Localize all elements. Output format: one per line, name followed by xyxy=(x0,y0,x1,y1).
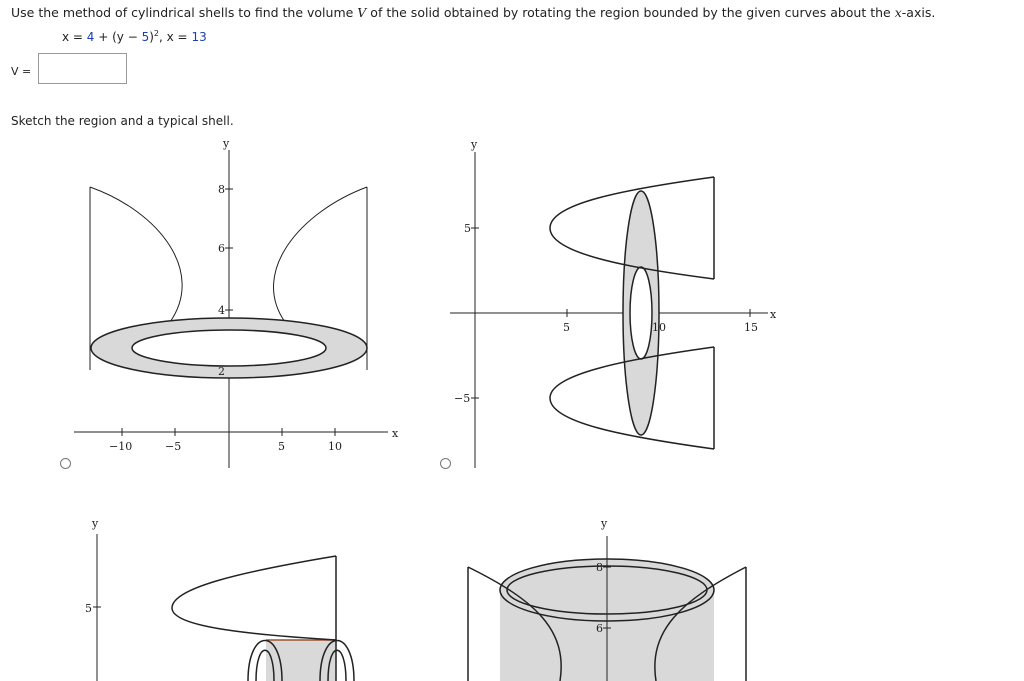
graph-option-2 xyxy=(440,132,790,477)
given-curves xyxy=(62,29,207,44)
eq-separator: , x = xyxy=(159,30,192,44)
question-prompt xyxy=(11,5,935,20)
x-tick-label: −5 xyxy=(165,440,182,453)
y-axis-label: y xyxy=(471,138,478,151)
prompt-part-3: -axis. xyxy=(901,5,936,20)
x-symbol: x xyxy=(894,5,902,20)
y-tick-label: 6 xyxy=(596,622,603,635)
prompt-part-1: Use the method of cylindrical shells to find the volume xyxy=(11,5,358,20)
v-symbol: V xyxy=(357,5,367,20)
y-axis-label: y xyxy=(92,517,99,530)
radio-option-2[interactable] xyxy=(440,458,451,469)
x-tick-label: 15 xyxy=(744,321,758,334)
eq-close-paren: ) xyxy=(149,30,154,44)
y-tick-label: 5 xyxy=(85,602,92,615)
x-tick-label: −10 xyxy=(109,440,133,453)
eq-number-13: 13 xyxy=(191,30,207,44)
shell-inner-ellipse xyxy=(132,330,326,366)
answer-label: V = xyxy=(11,65,32,78)
eq-middle: + (y − xyxy=(94,30,142,44)
eq-x-equals: x = xyxy=(62,30,87,44)
graph-option-4 xyxy=(460,512,760,681)
x-axis-label: x xyxy=(770,308,777,321)
y-tick-label: −5 xyxy=(454,392,471,405)
x-tick-label: 5 xyxy=(563,321,570,334)
prompt-part-2: of the solid obtained by rotating the region bounded by the given curves about the xyxy=(366,5,895,20)
sketch-prompt: Sketch the region and a typical shell. xyxy=(11,114,234,128)
eq-number-4: 4 xyxy=(86,30,95,44)
y-tick-label: 5 xyxy=(464,222,471,235)
y-axis-label: y xyxy=(223,137,230,150)
volume-answer-input[interactable] xyxy=(38,53,127,84)
y-tick-label: 6 xyxy=(218,242,225,255)
radio-option-1[interactable] xyxy=(60,458,71,469)
x-tick-label: 10 xyxy=(652,321,666,334)
y-tick-label: 2 xyxy=(218,365,225,378)
graph-option-3 xyxy=(80,512,380,681)
eq-exponent: 2 xyxy=(153,29,160,38)
y-tick-label: 8 xyxy=(596,561,603,574)
y-tick-label: 8 xyxy=(218,183,225,196)
x-tick-label: 5 xyxy=(278,440,285,453)
x-axis-label: x xyxy=(392,427,399,440)
graph-option-1 xyxy=(60,132,420,477)
x-tick-label: 10 xyxy=(328,440,342,453)
shell-inner-ellipse xyxy=(630,267,652,359)
shell-fill xyxy=(266,640,336,681)
y-axis-label: y xyxy=(601,517,608,530)
y-tick-label: 4 xyxy=(218,304,225,317)
eq-number-5: 5 xyxy=(141,30,150,44)
